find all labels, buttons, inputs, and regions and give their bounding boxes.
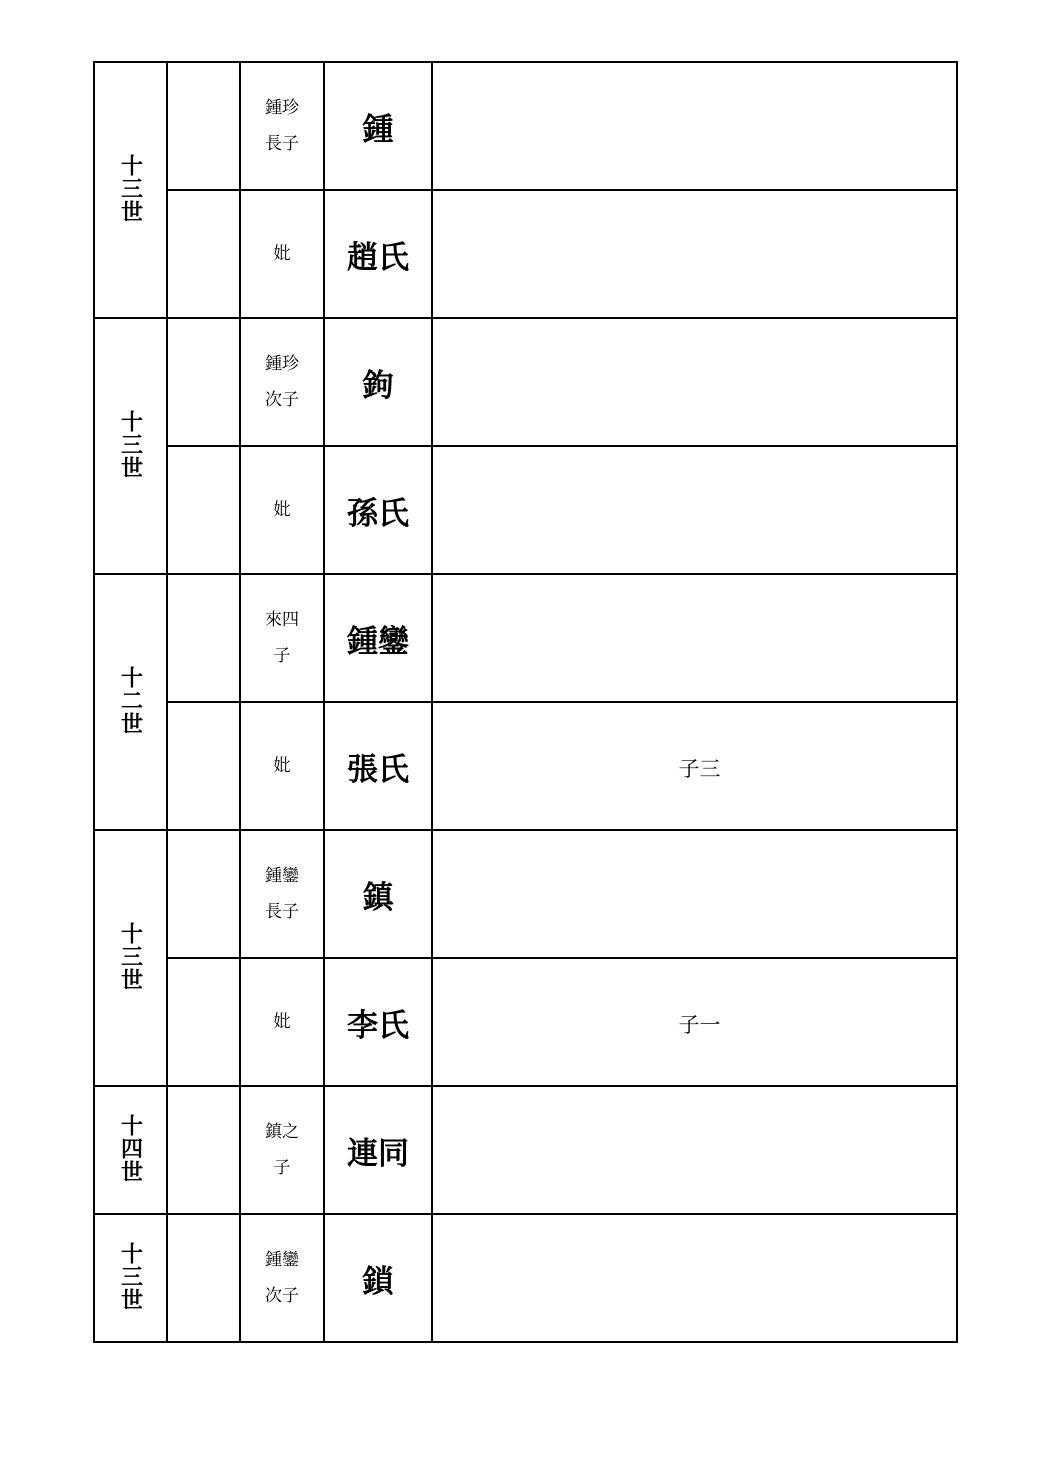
generation-cell bbox=[94, 1086, 167, 1214]
relation-label: 鍾鑾長子 bbox=[265, 866, 299, 922]
table-row bbox=[94, 318, 957, 446]
table-row bbox=[94, 1086, 957, 1214]
generation-label: 十三世 bbox=[117, 921, 144, 991]
generation-cell bbox=[94, 830, 167, 1086]
blank-cell bbox=[167, 190, 240, 318]
name-cell bbox=[324, 62, 432, 190]
note-cell bbox=[432, 190, 957, 318]
note-text bbox=[433, 1148, 956, 1152]
generation-label: 十二世 bbox=[117, 665, 144, 735]
generation-cell bbox=[94, 574, 167, 830]
generation-label: 十四世 bbox=[117, 1113, 144, 1183]
person-name: 連同 bbox=[347, 1135, 409, 1172]
note-cell bbox=[432, 446, 957, 574]
relation-label: 來四子 bbox=[265, 610, 299, 666]
note-text bbox=[433, 1276, 956, 1280]
person-name: 鍾鑾 bbox=[347, 623, 409, 660]
relation-cell bbox=[240, 318, 324, 446]
table-row bbox=[94, 446, 957, 574]
note-cell bbox=[432, 1086, 957, 1214]
note-text bbox=[433, 636, 956, 640]
relation-label: 鍾鑾次子 bbox=[265, 1250, 299, 1306]
table-row bbox=[94, 190, 957, 318]
note-text bbox=[433, 380, 956, 384]
table-row bbox=[94, 958, 957, 1086]
name-cell bbox=[324, 446, 432, 574]
note-text: 子三 bbox=[678, 757, 721, 781]
name-cell bbox=[324, 1214, 432, 1342]
generation-cell bbox=[94, 1214, 167, 1342]
note-cell bbox=[432, 830, 957, 958]
note-cell bbox=[432, 574, 957, 702]
person-name: 鎖 bbox=[362, 1263, 394, 1300]
blank-cell bbox=[167, 446, 240, 574]
blank-cell bbox=[167, 1086, 240, 1214]
note-text bbox=[433, 508, 956, 512]
note-text: 子一 bbox=[678, 1013, 721, 1037]
table-row bbox=[94, 702, 957, 830]
relation-cell bbox=[240, 190, 324, 318]
person-name: 鎮 bbox=[362, 879, 394, 916]
relation-label: 妣 bbox=[273, 1012, 291, 1032]
person-name: 孫氏 bbox=[347, 495, 409, 532]
note-text bbox=[433, 252, 956, 256]
name-cell bbox=[324, 830, 432, 958]
relation-cell bbox=[240, 574, 324, 702]
relation-label: 妣 bbox=[273, 500, 291, 520]
name-cell bbox=[324, 1086, 432, 1214]
table-row bbox=[94, 1214, 957, 1342]
note-cell bbox=[432, 62, 957, 190]
relation-cell bbox=[240, 1214, 324, 1342]
blank-cell bbox=[167, 830, 240, 958]
name-cell bbox=[324, 318, 432, 446]
table-row bbox=[94, 62, 957, 190]
relation-cell bbox=[240, 830, 324, 958]
note-cell bbox=[432, 1214, 957, 1342]
relation-cell bbox=[240, 62, 324, 190]
note-text bbox=[433, 124, 956, 128]
generation-label: 十三世 bbox=[117, 1241, 144, 1311]
relation-cell bbox=[240, 1086, 324, 1214]
relation-label: 鎮之子 bbox=[265, 1122, 299, 1178]
name-cell bbox=[324, 958, 432, 1086]
person-name: 鍾 bbox=[362, 111, 394, 148]
generation-label: 十三世 bbox=[117, 153, 144, 223]
name-cell bbox=[324, 574, 432, 702]
generation-label: 十三世 bbox=[117, 409, 144, 479]
table-row bbox=[94, 830, 957, 958]
relation-label: 鍾珍長子 bbox=[265, 98, 299, 154]
person-name: 張氏 bbox=[347, 751, 409, 788]
note-cell bbox=[432, 702, 957, 830]
person-name: 趙氏 bbox=[347, 239, 409, 276]
generation-cell bbox=[94, 318, 167, 574]
relation-cell bbox=[240, 958, 324, 1086]
relation-label: 妣 bbox=[273, 756, 291, 776]
blank-cell bbox=[167, 62, 240, 190]
blank-cell bbox=[167, 318, 240, 446]
person-name: 鉤 bbox=[362, 367, 394, 404]
note-cell bbox=[432, 318, 957, 446]
table-row bbox=[94, 574, 957, 702]
blank-cell bbox=[167, 958, 240, 1086]
note-cell bbox=[432, 958, 957, 1086]
relation-cell bbox=[240, 702, 324, 830]
note-text bbox=[433, 892, 956, 896]
blank-cell bbox=[167, 1214, 240, 1342]
name-cell bbox=[324, 702, 432, 830]
relation-label: 妣 bbox=[273, 244, 291, 264]
relation-cell bbox=[240, 446, 324, 574]
relation-label: 鍾珍次子 bbox=[265, 354, 299, 410]
person-name: 李氏 bbox=[347, 1007, 409, 1044]
blank-cell bbox=[167, 574, 240, 702]
genealogy-table bbox=[93, 61, 958, 1343]
generation-cell bbox=[94, 62, 167, 318]
blank-cell bbox=[167, 702, 240, 830]
name-cell bbox=[324, 190, 432, 318]
